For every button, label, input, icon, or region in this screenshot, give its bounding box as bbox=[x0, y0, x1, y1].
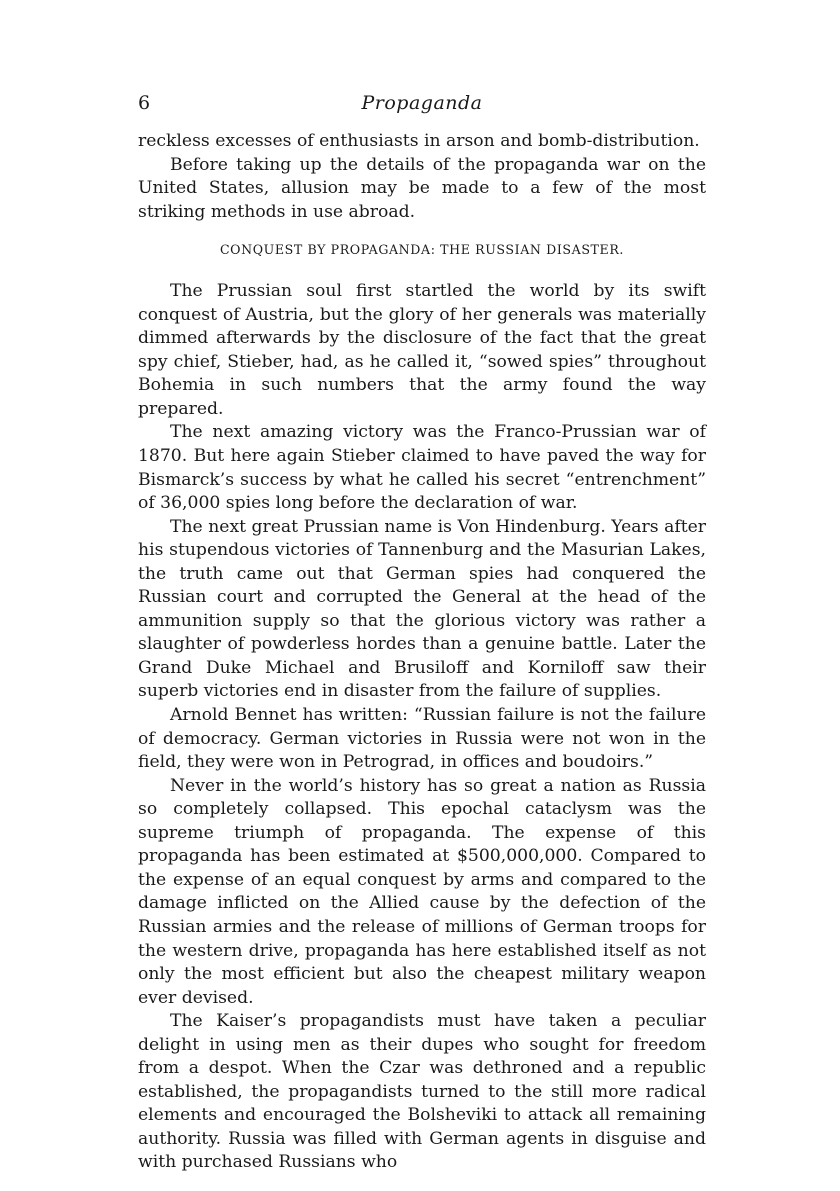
intro-paragraph: Before taking up the details of the propaganda war on the United States, allusion may be made to a few of the most striking methods in use abroad. bbox=[138, 154, 706, 222]
section-heading: CONQUEST BY PROPAGANDA: THE RUSSIAN DISASTER. bbox=[219, 242, 625, 258]
book-page bbox=[138, 92, 706, 1175]
body-paragraph: Arnold Bennet has written: “Russian failure is not the failure of democracy. German victories in Russia were not won in the field, they were won in Petrograd, in offices and boudoirs.” bbox=[138, 705, 706, 773]
page-header bbox=[138, 92, 706, 122]
body-paragraph: Never in the world’s history has so great a nation as Russia so completely collapsed. This epochal cataclysm was the supreme triumph of propaganda. The expense of this propaganda has been estimated at $500,000,000. Compared to the expense of an equal conquest by arms and compared to the damage inflicted on the Allied cause by the defection of the Russian armies and the release of millions of German troops for the western drive, propaganda has here established itself as not only the most efficient but also the cheapest military weapon ever devised. bbox=[138, 775, 706, 1008]
body-paragraph: The next great Prussian name is Von Hindenburg. Years after his stupendous victories of Tannenburg and the Masurian Lakes, the truth came out that German spies had conquered the Russian court and corrupted the General at the head of the ammunition supply so that the glorious victory was rather a slaughter of powderless hordes than a genuine battle. Later the Grand Duke Michael and Brusiloff and Korniloff saw their superb victories end in disaster from the failure of supplies. bbox=[138, 516, 706, 702]
body-paragraph: The Prussian soul first startled the world by its swift conquest of Austria, but the glory of her generals was materially dimmed afterwards by the disclosure of the fact that the great spy chief, Stieber, had, as he called it, “sowed spies” throughout Bohemia in such numbers that the army found the way prepared. bbox=[138, 281, 706, 419]
running-title: Propaganda bbox=[361, 92, 483, 114]
body-paragraph: The next amazing victory was the Franco-Prussian war of 1870. But here again Stieber claimed to have paved the way for Bismarck’s success by what he called his secret “entrenchment” of 36,000 spies long before the declaration of war. bbox=[138, 422, 706, 514]
page-number: 6 bbox=[138, 92, 151, 114]
continuation-text: reckless excesses of enthusiasts in arson and bomb-distribution. bbox=[138, 131, 700, 151]
body-paragraph: The Kaiser’s propagandists must have taken a peculiar delight in using men as their dupes who sought for freedom from a despot. When the Czar was dethroned and a republic established, the propagandists turned to the still more radical elements and encouraged the Bolsheviki to attack all remaining authority. Russia was filled with German agents in disguise and with purchased Russians who bbox=[138, 1011, 706, 1173]
